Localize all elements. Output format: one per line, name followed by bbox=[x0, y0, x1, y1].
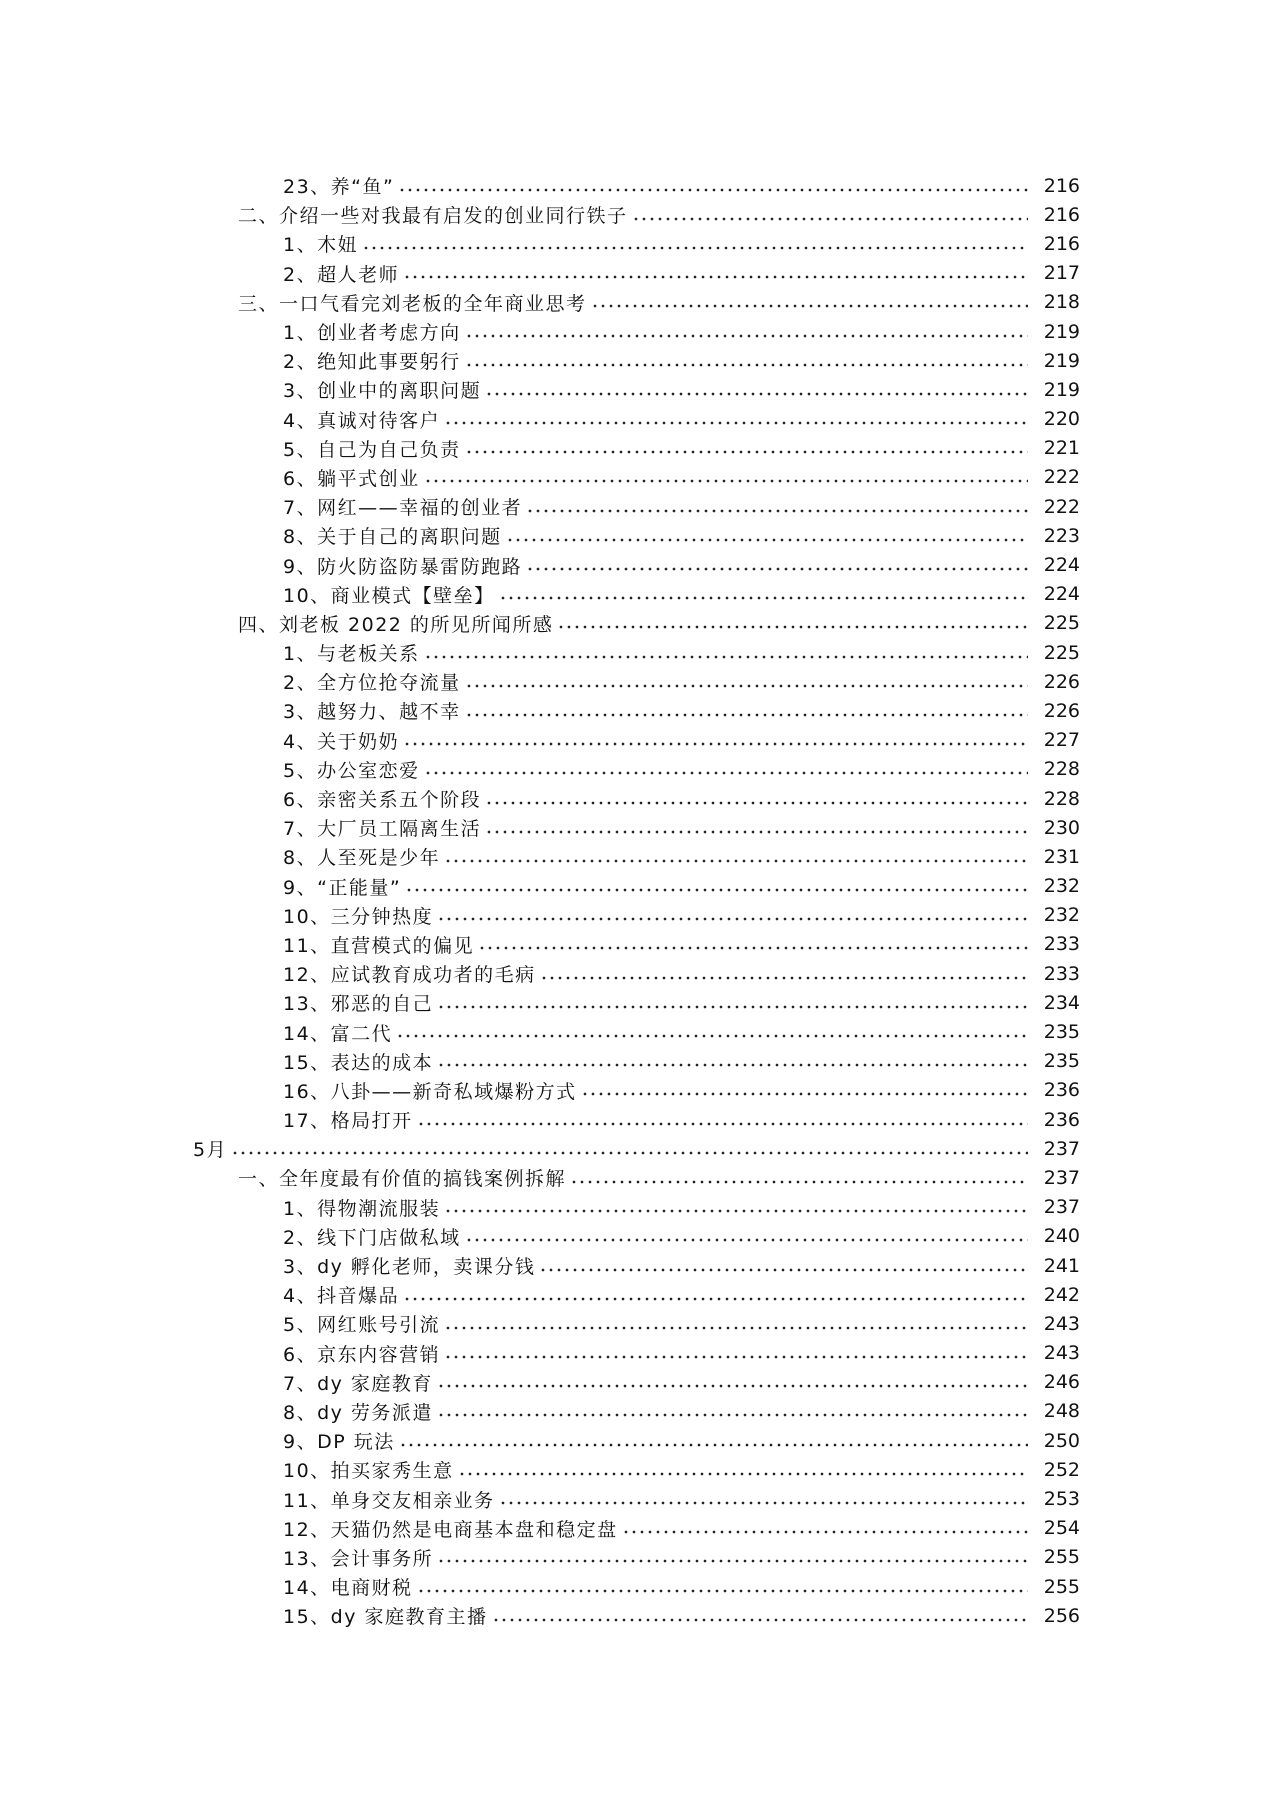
toc-entry[interactable] bbox=[0, 1134, 1273, 1163]
toc-entry-title: 4、抖音爆品 bbox=[283, 1285, 400, 1308]
toc-entry-page-number: 237 bbox=[1043, 1137, 1080, 1160]
toc-entry-page-number: 241 bbox=[1043, 1254, 1080, 1277]
toc-entry[interactable] bbox=[0, 930, 1273, 959]
toc-entry[interactable] bbox=[0, 171, 1273, 200]
toc-entry-title: 1、木妞 bbox=[283, 234, 359, 257]
toc-entry[interactable] bbox=[0, 463, 1273, 492]
toc-entry-title: 11、直营模式的偏见 bbox=[283, 934, 475, 957]
toc-entry-title: 3、越努力、越不幸 bbox=[283, 701, 461, 724]
toc-entry[interactable] bbox=[0, 580, 1273, 609]
toc-entry[interactable] bbox=[0, 988, 1273, 1017]
toc-entry[interactable] bbox=[0, 726, 1273, 755]
dot-leader bbox=[403, 1289, 1028, 1308]
toc-entry-title: 2、全方位抢夺流量 bbox=[283, 672, 461, 695]
toc-entry-title: 14、电商财税 bbox=[283, 1577, 413, 1600]
dot-leader bbox=[465, 1231, 1028, 1250]
toc-entry-title: 7、网红——幸福的创业者 bbox=[283, 497, 523, 520]
toc-entry[interactable] bbox=[0, 1368, 1273, 1397]
toc-entry-page-number: 231 bbox=[1043, 845, 1080, 868]
dot-leader bbox=[591, 297, 1028, 316]
toc-entry-page-number: 243 bbox=[1043, 1312, 1080, 1335]
dot-leader bbox=[526, 501, 1028, 520]
toc-entry[interactable] bbox=[0, 638, 1273, 667]
dot-leader bbox=[570, 1172, 1028, 1191]
toc-entry-title: 5、网红账号引流 bbox=[283, 1314, 441, 1337]
toc-entry-title: 13、会计事务所 bbox=[283, 1547, 434, 1570]
toc-entry-page-number: 218 bbox=[1043, 291, 1080, 314]
dot-leader bbox=[405, 881, 1028, 900]
toc-entry-title: 2、绝知此事要躬行 bbox=[283, 351, 461, 374]
toc-entry-title: 17、格局打开 bbox=[283, 1110, 413, 1133]
toc-entry[interactable] bbox=[0, 609, 1273, 638]
toc-entry-page-number: 226 bbox=[1043, 670, 1080, 693]
toc-entry-title: 1、创业者考虑方向 bbox=[283, 322, 461, 345]
toc-entry-page-number: 232 bbox=[1043, 875, 1080, 898]
toc-entry-title: 15、表达的成本 bbox=[283, 1051, 434, 1074]
dot-leader bbox=[581, 1085, 1028, 1104]
dot-leader bbox=[424, 472, 1028, 491]
dot-leader bbox=[437, 910, 1028, 929]
dot-leader bbox=[403, 735, 1028, 754]
dot-leader bbox=[399, 1435, 1028, 1454]
toc-entry-page-number: 220 bbox=[1043, 408, 1080, 431]
toc-entry-page-number: 240 bbox=[1043, 1225, 1080, 1248]
toc-entry-page-number: 248 bbox=[1043, 1400, 1080, 1423]
dot-leader bbox=[437, 1552, 1028, 1571]
toc-entry-page-number: 253 bbox=[1043, 1488, 1080, 1511]
dot-leader bbox=[398, 180, 1028, 199]
table-of-contents bbox=[0, 171, 1273, 1630]
dot-leader bbox=[485, 822, 1028, 841]
toc-entry-page-number: 216 bbox=[1043, 232, 1080, 255]
toc-entry-title: 8、dy 劳务派遣 bbox=[283, 1401, 433, 1424]
dot-leader bbox=[417, 1581, 1028, 1600]
toc-entry-title: 5月 bbox=[193, 1139, 228, 1162]
toc-entry-title: 6、京东内容营销 bbox=[283, 1343, 441, 1366]
toc-entry[interactable] bbox=[0, 1280, 1273, 1309]
toc-entry-title: 10、拍买家秀生意 bbox=[283, 1460, 454, 1483]
toc-entry-title: 2、超人老师 bbox=[283, 263, 400, 286]
toc-entry-page-number: 234 bbox=[1043, 991, 1080, 1014]
toc-entry[interactable] bbox=[0, 434, 1273, 463]
toc-entry-title: 9、DP 玩法 bbox=[283, 1431, 395, 1454]
toc-entry-title: 7、dy 家庭教育 bbox=[283, 1372, 433, 1395]
dot-leader bbox=[437, 1056, 1028, 1075]
toc-entry-page-number: 236 bbox=[1043, 1108, 1080, 1131]
toc-entry-page-number: 226 bbox=[1043, 699, 1080, 722]
toc-entry[interactable] bbox=[0, 405, 1273, 434]
toc-entry[interactable] bbox=[0, 346, 1273, 375]
toc-entry-page-number: 254 bbox=[1043, 1517, 1080, 1540]
toc-entry-page-number: 233 bbox=[1043, 933, 1080, 956]
toc-entry-title: 一、全年度最有价值的搞钱案例拆解 bbox=[238, 1168, 567, 1191]
toc-entry[interactable] bbox=[0, 1484, 1273, 1513]
toc-entry-page-number: 219 bbox=[1043, 378, 1080, 401]
toc-entry-page-number: 222 bbox=[1043, 495, 1080, 518]
toc-entry-title: 6、亲密关系五个阶段 bbox=[283, 789, 482, 812]
toc-entry-title: 三、一口气看完刘老板的全年商业思考 bbox=[238, 292, 587, 315]
toc-entry[interactable] bbox=[0, 784, 1273, 813]
toc-entry[interactable] bbox=[0, 229, 1273, 258]
toc-entry-title: 7、大厂员工隔离生活 bbox=[283, 818, 482, 841]
toc-entry[interactable] bbox=[0, 288, 1273, 317]
toc-entry-page-number: 255 bbox=[1043, 1546, 1080, 1569]
toc-entry[interactable] bbox=[0, 259, 1273, 288]
toc-entry-title: 四、刘老板 2022 的所见所闻所感 bbox=[238, 613, 554, 636]
dot-leader bbox=[499, 589, 1028, 608]
dot-leader bbox=[231, 1143, 1028, 1162]
toc-entry-title: 二、介绍一些对我最有启发的创业同行铁子 bbox=[238, 205, 628, 228]
toc-entry-title: 12、应试教育成功者的毛病 bbox=[283, 964, 536, 987]
toc-entry[interactable] bbox=[0, 1426, 1273, 1455]
toc-entry-title: 14、富二代 bbox=[283, 1022, 393, 1045]
toc-entry-title: 2、线下门店做私域 bbox=[283, 1226, 461, 1249]
toc-entry[interactable] bbox=[0, 1222, 1273, 1251]
dot-leader bbox=[499, 1494, 1028, 1513]
toc-entry[interactable] bbox=[0, 696, 1273, 725]
toc-entry-page-number: 243 bbox=[1043, 1342, 1080, 1365]
toc-entry-page-number: 235 bbox=[1043, 1050, 1080, 1073]
toc-entry[interactable] bbox=[0, 200, 1273, 229]
dot-leader bbox=[465, 676, 1028, 695]
toc-entry-title: 4、真诚对待客户 bbox=[283, 409, 441, 432]
toc-entry-page-number: 230 bbox=[1043, 816, 1080, 839]
toc-entry-title: 3、dy 孵化老师，卖课分钱 bbox=[283, 1256, 536, 1279]
toc-entry-title: 8、关于自己的离职问题 bbox=[283, 526, 502, 549]
toc-entry-title: 5、办公室恋爱 bbox=[283, 759, 420, 782]
toc-entry-title: 15、dy 家庭教育主播 bbox=[283, 1606, 488, 1629]
toc-entry-page-number: 219 bbox=[1043, 320, 1080, 343]
dot-leader bbox=[444, 1202, 1028, 1221]
dot-leader bbox=[396, 1027, 1028, 1046]
toc-entry-page-number: 223 bbox=[1043, 524, 1080, 547]
toc-entry[interactable] bbox=[0, 1514, 1273, 1543]
toc-entry-page-number: 225 bbox=[1043, 641, 1080, 664]
toc-entry-page-number: 228 bbox=[1043, 758, 1080, 781]
dot-leader bbox=[465, 326, 1028, 345]
toc-entry-title: 4、关于奶奶 bbox=[283, 730, 400, 753]
dot-leader bbox=[362, 238, 1028, 257]
toc-entry-page-number: 232 bbox=[1043, 904, 1080, 927]
toc-entry[interactable] bbox=[0, 1163, 1273, 1192]
toc-entry-title: 1、与老板关系 bbox=[283, 643, 420, 666]
toc-entry-title: 1、得物潮流服装 bbox=[283, 1197, 441, 1220]
toc-entry-page-number: 237 bbox=[1043, 1196, 1080, 1219]
toc-entry-page-number: 221 bbox=[1043, 437, 1080, 460]
dot-leader bbox=[485, 793, 1028, 812]
dot-leader bbox=[506, 530, 1028, 549]
dot-leader bbox=[437, 1377, 1028, 1396]
toc-entry-page-number: 219 bbox=[1043, 349, 1080, 372]
toc-entry-title: 13、邪恶的自己 bbox=[283, 993, 434, 1016]
toc-entry-title: 8、人至死是少年 bbox=[283, 847, 441, 870]
dot-leader bbox=[478, 939, 1028, 958]
dot-leader bbox=[417, 1114, 1028, 1133]
toc-entry[interactable] bbox=[0, 901, 1273, 930]
toc-entry-page-number: 227 bbox=[1043, 729, 1080, 752]
toc-entry-title: 23、养“鱼” bbox=[283, 176, 395, 199]
toc-entry[interactable] bbox=[0, 755, 1273, 784]
toc-entry-page-number: 237 bbox=[1043, 1166, 1080, 1189]
toc-entry-page-number: 225 bbox=[1043, 612, 1080, 635]
toc-entry[interactable] bbox=[0, 1105, 1273, 1134]
dot-leader bbox=[539, 1260, 1028, 1279]
toc-entry-page-number: 255 bbox=[1043, 1575, 1080, 1598]
toc-entry[interactable] bbox=[0, 1047, 1273, 1076]
toc-entry[interactable] bbox=[0, 1193, 1273, 1222]
toc-entry[interactable] bbox=[0, 1251, 1273, 1280]
dot-leader bbox=[485, 384, 1028, 403]
toc-entry-page-number: 252 bbox=[1043, 1458, 1080, 1481]
toc-entry-title: 10、商业模式【壁垒】 bbox=[283, 584, 495, 607]
toc-entry[interactable] bbox=[0, 492, 1273, 521]
dot-leader bbox=[458, 1464, 1028, 1483]
toc-entry-page-number: 228 bbox=[1043, 787, 1080, 810]
dot-leader bbox=[465, 443, 1028, 462]
toc-entry-page-number: 233 bbox=[1043, 962, 1080, 985]
toc-entry-title: 10、三分钟热度 bbox=[283, 905, 434, 928]
dot-leader bbox=[403, 268, 1028, 287]
toc-entry[interactable] bbox=[0, 1017, 1273, 1046]
toc-entry-page-number: 256 bbox=[1043, 1604, 1080, 1627]
toc-entry-title: 12、天猫仍然是电商基本盘和稳定盘 bbox=[283, 1518, 618, 1541]
toc-entry[interactable] bbox=[0, 959, 1273, 988]
dot-leader bbox=[465, 705, 1028, 724]
toc-entry[interactable] bbox=[0, 1309, 1273, 1338]
toc-entry-page-number: 216 bbox=[1043, 203, 1080, 226]
dot-leader bbox=[540, 968, 1028, 987]
toc-entry[interactable] bbox=[0, 1572, 1273, 1601]
toc-entry-title: 3、创业中的离职问题 bbox=[283, 380, 482, 403]
toc-entry-page-number: 216 bbox=[1043, 174, 1080, 197]
toc-entry-page-number: 235 bbox=[1043, 1021, 1080, 1044]
toc-entry-page-number: 224 bbox=[1043, 583, 1080, 606]
toc-entry-page-number: 217 bbox=[1043, 262, 1080, 285]
toc-entry-page-number: 222 bbox=[1043, 466, 1080, 489]
toc-entry[interactable] bbox=[0, 813, 1273, 842]
toc-entry[interactable] bbox=[0, 317, 1273, 346]
toc-entry[interactable] bbox=[0, 521, 1273, 550]
dot-leader bbox=[444, 1348, 1028, 1367]
dot-leader bbox=[632, 209, 1028, 228]
toc-entry[interactable] bbox=[0, 842, 1273, 871]
toc-entry[interactable] bbox=[0, 1543, 1273, 1572]
toc-entry-title: 16、八卦——新奇私域爆粉方式 bbox=[283, 1080, 577, 1103]
dot-leader bbox=[437, 1406, 1028, 1425]
dot-leader bbox=[424, 764, 1028, 783]
dot-leader bbox=[444, 414, 1028, 433]
dot-leader bbox=[437, 997, 1028, 1016]
toc-entry-page-number: 236 bbox=[1043, 1079, 1080, 1102]
dot-leader bbox=[492, 1610, 1028, 1629]
toc-entry[interactable] bbox=[0, 550, 1273, 579]
dot-leader bbox=[526, 560, 1028, 579]
toc-entry-page-number: 250 bbox=[1043, 1429, 1080, 1452]
toc-entry-title: 9、“正能量” bbox=[283, 876, 402, 899]
toc-entry[interactable] bbox=[0, 1076, 1273, 1105]
toc-entry-page-number: 224 bbox=[1043, 554, 1080, 577]
toc-entry-title: 6、躺平式创业 bbox=[283, 467, 420, 490]
toc-entry-page-number: 246 bbox=[1043, 1371, 1080, 1394]
toc-entry[interactable] bbox=[0, 375, 1273, 404]
toc-entry-title: 5、自己为自己负责 bbox=[283, 438, 461, 461]
toc-entry[interactable] bbox=[0, 1397, 1273, 1426]
toc-entry[interactable] bbox=[0, 1339, 1273, 1368]
toc-entry[interactable] bbox=[0, 872, 1273, 901]
dot-leader bbox=[622, 1523, 1028, 1542]
dot-leader bbox=[424, 647, 1028, 666]
toc-entry[interactable] bbox=[0, 1455, 1273, 1484]
dot-leader bbox=[444, 851, 1028, 870]
toc-entry[interactable] bbox=[0, 1601, 1273, 1630]
toc-entry[interactable] bbox=[0, 667, 1273, 696]
toc-entry-title: 9、防火防盗防暴雷防跑路 bbox=[283, 555, 523, 578]
dot-leader bbox=[557, 618, 1028, 637]
toc-entry-title: 11、单身交友相亲业务 bbox=[283, 1489, 495, 1512]
dot-leader bbox=[444, 1318, 1028, 1337]
dot-leader bbox=[465, 355, 1028, 374]
toc-entry-page-number: 242 bbox=[1043, 1283, 1080, 1306]
